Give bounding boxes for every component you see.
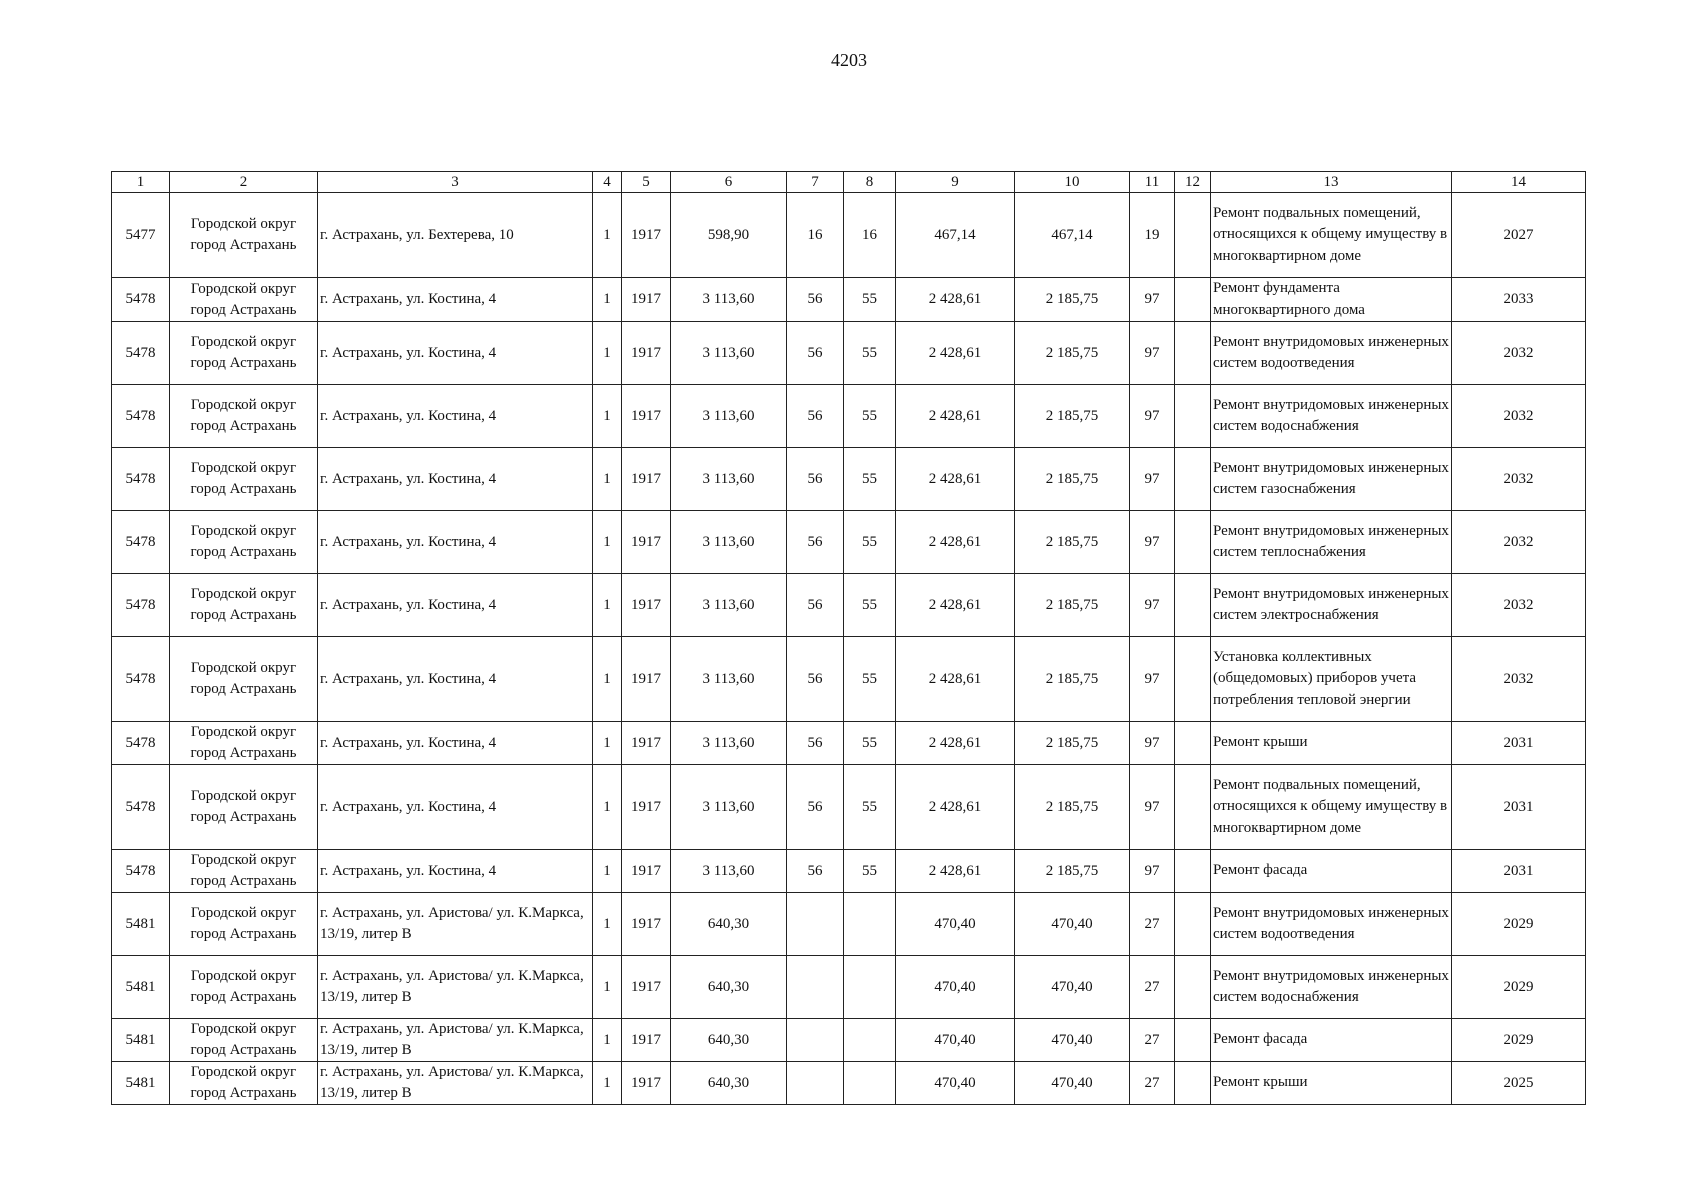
cell-col-7: 56 bbox=[787, 278, 844, 322]
cell-col-7: 56 bbox=[787, 722, 844, 765]
cell-address: г. Астрахань, ул. Костина, 4 bbox=[318, 765, 593, 850]
cell-area-9: 2 428,61 bbox=[896, 637, 1015, 722]
cell-residents: 97 bbox=[1130, 850, 1175, 893]
table-row bbox=[112, 1019, 1586, 1062]
cell-planned-year: 2029 bbox=[1452, 893, 1586, 956]
cell-year: 1917 bbox=[622, 511, 671, 574]
cell-planned-year: 2031 bbox=[1452, 850, 1586, 893]
cell-record-id: 5477 bbox=[112, 193, 170, 278]
cell-total-area: 640,30 bbox=[671, 956, 787, 1019]
cell-col-7 bbox=[787, 956, 844, 1019]
cell-planned-year: 2032 bbox=[1452, 448, 1586, 511]
cell-area-9: 470,40 bbox=[896, 1062, 1015, 1105]
cell-record-id: 5478 bbox=[112, 765, 170, 850]
cell-planned-year: 2033 bbox=[1452, 278, 1586, 322]
cell-work-type: Ремонт внутридомовых инженерных систем водоотведения bbox=[1211, 322, 1452, 385]
cell-residents: 19 bbox=[1130, 193, 1175, 278]
cell-area-10: 2 185,75 bbox=[1015, 448, 1130, 511]
cell-planned-year: 2032 bbox=[1452, 322, 1586, 385]
cell-area-10: 2 185,75 bbox=[1015, 278, 1130, 322]
cell-area-9: 2 428,61 bbox=[896, 574, 1015, 637]
table-row bbox=[112, 637, 1586, 722]
cell-col-12 bbox=[1175, 193, 1211, 278]
cell-total-area: 640,30 bbox=[671, 1019, 787, 1062]
cell-total-area: 3 113,60 bbox=[671, 722, 787, 765]
cell-work-type: Ремонт внутридомовых инженерных систем теплоснабжения bbox=[1211, 511, 1452, 574]
cell-address: г. Астрахань, ул. Костина, 4 bbox=[318, 448, 593, 511]
cell-work-type: Ремонт внутридомовых инженерных систем водоснабжения bbox=[1211, 956, 1452, 1019]
cell-record-id: 5481 bbox=[112, 893, 170, 956]
cell-col-7: 16 bbox=[787, 193, 844, 278]
cell-area-10: 470,40 bbox=[1015, 893, 1130, 956]
column-header: 3 bbox=[318, 172, 593, 193]
cell-area-10: 2 185,75 bbox=[1015, 722, 1130, 765]
cell-col-12 bbox=[1175, 893, 1211, 956]
cell-total-area: 3 113,60 bbox=[671, 637, 787, 722]
cell-residents: 97 bbox=[1130, 511, 1175, 574]
cell-area-9: 2 428,61 bbox=[896, 722, 1015, 765]
table-row bbox=[112, 893, 1586, 956]
cell-municipality: Городской округ город Астрахань bbox=[170, 278, 318, 322]
cell-col-8 bbox=[844, 1019, 896, 1062]
cell-planned-year: 2031 bbox=[1452, 765, 1586, 850]
cell-address: г. Астрахань, ул. Костина, 4 bbox=[318, 722, 593, 765]
cell-residents: 97 bbox=[1130, 765, 1175, 850]
cell-col-12 bbox=[1175, 511, 1211, 574]
column-header: 7 bbox=[787, 172, 844, 193]
cell-area-9: 2 428,61 bbox=[896, 448, 1015, 511]
cell-col-12 bbox=[1175, 574, 1211, 637]
cell-year: 1917 bbox=[622, 765, 671, 850]
cell-address: г. Астрахань, ул. Костина, 4 bbox=[318, 278, 593, 322]
cell-year: 1917 bbox=[622, 448, 671, 511]
cell-work-type: Ремонт крыши bbox=[1211, 1062, 1452, 1105]
cell-area-10: 2 185,75 bbox=[1015, 322, 1130, 385]
cell-year: 1917 bbox=[622, 893, 671, 956]
cell-address: г. Астрахань, ул. Костина, 4 bbox=[318, 850, 593, 893]
cell-col-12 bbox=[1175, 448, 1211, 511]
cell-area-10: 467,14 bbox=[1015, 193, 1130, 278]
column-header: 12 bbox=[1175, 172, 1211, 193]
cell-col-8: 55 bbox=[844, 850, 896, 893]
cell-address: г. Астрахань, ул. Аристова/ ул. К.Маркса, 13/19, литер В bbox=[318, 956, 593, 1019]
cell-col-4: 1 bbox=[593, 278, 622, 322]
cell-year: 1917 bbox=[622, 850, 671, 893]
cell-col-4: 1 bbox=[593, 385, 622, 448]
cell-col-4: 1 bbox=[593, 637, 622, 722]
cell-area-10: 2 185,75 bbox=[1015, 385, 1130, 448]
cell-col-12 bbox=[1175, 956, 1211, 1019]
cell-area-9: 2 428,61 bbox=[896, 278, 1015, 322]
cell-residents: 27 bbox=[1130, 1062, 1175, 1105]
cell-col-12 bbox=[1175, 385, 1211, 448]
cell-record-id: 5478 bbox=[112, 385, 170, 448]
cell-work-type: Ремонт подвальных помещений, относящихся к общему имуществу в многоквартирном доме bbox=[1211, 765, 1452, 850]
cell-area-9: 2 428,61 bbox=[896, 385, 1015, 448]
column-header: 5 bbox=[622, 172, 671, 193]
table-row bbox=[112, 1062, 1586, 1105]
cell-work-type: Ремонт фасада bbox=[1211, 850, 1452, 893]
table-row bbox=[112, 574, 1586, 637]
cell-municipality: Городской округ город Астрахань bbox=[170, 637, 318, 722]
cell-municipality: Городской округ город Астрахань bbox=[170, 765, 318, 850]
cell-planned-year: 2032 bbox=[1452, 385, 1586, 448]
cell-col-12 bbox=[1175, 637, 1211, 722]
cell-col-7: 56 bbox=[787, 765, 844, 850]
cell-record-id: 5481 bbox=[112, 1062, 170, 1105]
cell-work-type: Ремонт фасада bbox=[1211, 1019, 1452, 1062]
cell-col-8: 55 bbox=[844, 765, 896, 850]
cell-address: г. Астрахань, ул. Костина, 4 bbox=[318, 637, 593, 722]
cell-residents: 27 bbox=[1130, 1019, 1175, 1062]
cell-municipality: Городской округ город Астрахань bbox=[170, 850, 318, 893]
cell-work-type: Ремонт внутридомовых инженерных систем электроснабжения bbox=[1211, 574, 1452, 637]
cell-record-id: 5478 bbox=[112, 511, 170, 574]
cell-record-id: 5478 bbox=[112, 448, 170, 511]
cell-area-10: 2 185,75 bbox=[1015, 637, 1130, 722]
cell-col-4: 1 bbox=[593, 1062, 622, 1105]
cell-area-10: 2 185,75 bbox=[1015, 850, 1130, 893]
cell-total-area: 3 113,60 bbox=[671, 511, 787, 574]
cell-area-10: 2 185,75 bbox=[1015, 574, 1130, 637]
cell-municipality: Городской округ город Астрахань bbox=[170, 722, 318, 765]
cell-municipality: Городской округ город Астрахань bbox=[170, 1062, 318, 1105]
cell-col-7 bbox=[787, 893, 844, 956]
column-header: 14 bbox=[1452, 172, 1586, 193]
cell-col-7 bbox=[787, 1062, 844, 1105]
cell-work-type: Установка коллективных (общедомовых) приборов учета потребления тепловой энергии bbox=[1211, 637, 1452, 722]
cell-municipality: Городской округ город Астрахань bbox=[170, 322, 318, 385]
cell-col-7: 56 bbox=[787, 385, 844, 448]
cell-total-area: 3 113,60 bbox=[671, 278, 787, 322]
page-number: 4203 bbox=[831, 50, 867, 70]
column-header: 8 bbox=[844, 172, 896, 193]
cell-work-type: Ремонт фундамента многоквартирного дома bbox=[1211, 278, 1452, 322]
column-number-header-row bbox=[112, 172, 1586, 193]
cell-address: г. Астрахань, ул. Аристова/ ул. К.Маркса, 13/19, литер В bbox=[318, 1019, 593, 1062]
table-row bbox=[112, 765, 1586, 850]
cell-address: г. Астрахань, ул. Аристова/ ул. К.Маркса, 13/19, литер В bbox=[318, 1062, 593, 1105]
cell-record-id: 5478 bbox=[112, 322, 170, 385]
cell-col-8: 55 bbox=[844, 722, 896, 765]
table-row bbox=[112, 278, 1586, 322]
cell-address: г. Астрахань, ул. Костина, 4 bbox=[318, 511, 593, 574]
cell-residents: 27 bbox=[1130, 893, 1175, 956]
cell-total-area: 3 113,60 bbox=[671, 385, 787, 448]
cell-work-type: Ремонт внутридомовых инженерных систем водоснабжения bbox=[1211, 385, 1452, 448]
cell-planned-year: 2029 bbox=[1452, 956, 1586, 1019]
cell-year: 1917 bbox=[622, 637, 671, 722]
cell-planned-year: 2032 bbox=[1452, 511, 1586, 574]
capital-repair-table bbox=[111, 171, 1586, 1105]
cell-area-9: 2 428,61 bbox=[896, 322, 1015, 385]
cell-col-7: 56 bbox=[787, 850, 844, 893]
cell-municipality: Городской округ город Астрахань bbox=[170, 893, 318, 956]
cell-year: 1917 bbox=[622, 1062, 671, 1105]
cell-area-10: 2 185,75 bbox=[1015, 765, 1130, 850]
cell-area-9: 470,40 bbox=[896, 956, 1015, 1019]
cell-municipality: Городской округ город Астрахань bbox=[170, 1019, 318, 1062]
cell-col-8 bbox=[844, 893, 896, 956]
cell-work-type: Ремонт внутридомовых инженерных систем водоотведения bbox=[1211, 893, 1452, 956]
cell-col-4: 1 bbox=[593, 850, 622, 893]
cell-col-8 bbox=[844, 956, 896, 1019]
cell-col-8: 55 bbox=[844, 385, 896, 448]
cell-col-12 bbox=[1175, 1019, 1211, 1062]
cell-col-4: 1 bbox=[593, 956, 622, 1019]
cell-planned-year: 2032 bbox=[1452, 637, 1586, 722]
cell-col-8 bbox=[844, 1062, 896, 1105]
cell-col-7: 56 bbox=[787, 574, 844, 637]
column-header: 1 bbox=[112, 172, 170, 193]
cell-total-area: 3 113,60 bbox=[671, 448, 787, 511]
cell-area-10: 470,40 bbox=[1015, 1019, 1130, 1062]
cell-municipality: Городской округ город Астрахань bbox=[170, 448, 318, 511]
cell-year: 1917 bbox=[622, 278, 671, 322]
cell-planned-year: 2025 bbox=[1452, 1062, 1586, 1105]
cell-record-id: 5478 bbox=[112, 722, 170, 765]
table-row bbox=[112, 850, 1586, 893]
cell-total-area: 640,30 bbox=[671, 893, 787, 956]
cell-area-9: 2 428,61 bbox=[896, 511, 1015, 574]
cell-col-8: 55 bbox=[844, 322, 896, 385]
cell-area-9: 2 428,61 bbox=[896, 765, 1015, 850]
cell-col-7: 56 bbox=[787, 511, 844, 574]
cell-work-type: Ремонт подвальных помещений, относящихся к общему имуществу в многоквартирном доме bbox=[1211, 193, 1452, 278]
cell-record-id: 5481 bbox=[112, 956, 170, 1019]
cell-residents: 97 bbox=[1130, 448, 1175, 511]
cell-total-area: 3 113,60 bbox=[671, 574, 787, 637]
cell-residents: 97 bbox=[1130, 322, 1175, 385]
cell-col-4: 1 bbox=[593, 448, 622, 511]
cell-total-area: 640,30 bbox=[671, 1062, 787, 1105]
cell-record-id: 5478 bbox=[112, 850, 170, 893]
cell-area-10: 2 185,75 bbox=[1015, 511, 1130, 574]
cell-residents: 97 bbox=[1130, 637, 1175, 722]
cell-col-12 bbox=[1175, 322, 1211, 385]
cell-work-type: Ремонт внутридомовых инженерных систем газоснабжения bbox=[1211, 448, 1452, 511]
cell-municipality: Городской округ город Астрахань bbox=[170, 511, 318, 574]
cell-year: 1917 bbox=[622, 385, 671, 448]
cell-total-area: 3 113,60 bbox=[671, 765, 787, 850]
cell-area-9: 470,40 bbox=[896, 893, 1015, 956]
cell-municipality: Городской округ город Астрахань bbox=[170, 574, 318, 637]
column-header: 11 bbox=[1130, 172, 1175, 193]
cell-col-12 bbox=[1175, 850, 1211, 893]
cell-area-10: 470,40 bbox=[1015, 1062, 1130, 1105]
cell-col-4: 1 bbox=[593, 893, 622, 956]
cell-address: г. Астрахань, ул. Аристова/ ул. К.Маркса, 13/19, литер В bbox=[318, 893, 593, 956]
cell-col-8: 55 bbox=[844, 278, 896, 322]
column-header: 6 bbox=[671, 172, 787, 193]
cell-year: 1917 bbox=[622, 956, 671, 1019]
cell-residents: 97 bbox=[1130, 574, 1175, 637]
cell-total-area: 3 113,60 bbox=[671, 850, 787, 893]
cell-col-4: 1 bbox=[593, 511, 622, 574]
column-header: 10 bbox=[1015, 172, 1130, 193]
cell-total-area: 598,90 bbox=[671, 193, 787, 278]
cell-col-7: 56 bbox=[787, 637, 844, 722]
cell-col-4: 1 bbox=[593, 1019, 622, 1062]
cell-col-12 bbox=[1175, 1062, 1211, 1105]
cell-area-10: 470,40 bbox=[1015, 956, 1130, 1019]
cell-record-id: 5478 bbox=[112, 637, 170, 722]
cell-planned-year: 2032 bbox=[1452, 574, 1586, 637]
table-row bbox=[112, 322, 1586, 385]
cell-address: г. Астрахань, ул. Костина, 4 bbox=[318, 322, 593, 385]
column-header: 2 bbox=[170, 172, 318, 193]
cell-address: г. Астрахань, ул. Костина, 4 bbox=[318, 385, 593, 448]
cell-residents: 27 bbox=[1130, 956, 1175, 1019]
cell-planned-year: 2027 bbox=[1452, 193, 1586, 278]
table-body bbox=[112, 193, 1586, 1105]
cell-municipality: Городской округ город Астрахань bbox=[170, 956, 318, 1019]
cell-address: г. Астрахань, ул. Бехтерева, 10 bbox=[318, 193, 593, 278]
cell-col-4: 1 bbox=[593, 574, 622, 637]
cell-residents: 97 bbox=[1130, 385, 1175, 448]
cell-address: г. Астрахань, ул. Костина, 4 bbox=[318, 574, 593, 637]
column-header: 13 bbox=[1211, 172, 1452, 193]
cell-planned-year: 2029 bbox=[1452, 1019, 1586, 1062]
cell-col-7: 56 bbox=[787, 322, 844, 385]
cell-col-8: 55 bbox=[844, 574, 896, 637]
cell-work-type: Ремонт крыши bbox=[1211, 722, 1452, 765]
cell-col-7 bbox=[787, 1019, 844, 1062]
cell-col-4: 1 bbox=[593, 193, 622, 278]
cell-col-8: 55 bbox=[844, 511, 896, 574]
table-row bbox=[112, 956, 1586, 1019]
column-header: 9 bbox=[896, 172, 1015, 193]
cell-residents: 97 bbox=[1130, 722, 1175, 765]
cell-year: 1917 bbox=[622, 322, 671, 385]
cell-col-4: 1 bbox=[593, 722, 622, 765]
cell-area-9: 470,40 bbox=[896, 1019, 1015, 1062]
cell-year: 1917 bbox=[622, 574, 671, 637]
cell-record-id: 5478 bbox=[112, 278, 170, 322]
table-row bbox=[112, 385, 1586, 448]
cell-municipality: Городской округ город Астрахань bbox=[170, 385, 318, 448]
cell-col-12 bbox=[1175, 765, 1211, 850]
cell-planned-year: 2031 bbox=[1452, 722, 1586, 765]
table-row bbox=[112, 448, 1586, 511]
cell-col-7: 56 bbox=[787, 448, 844, 511]
cell-year: 1917 bbox=[622, 193, 671, 278]
cell-col-12 bbox=[1175, 722, 1211, 765]
cell-record-id: 5478 bbox=[112, 574, 170, 637]
column-header: 4 bbox=[593, 172, 622, 193]
cell-col-4: 1 bbox=[593, 765, 622, 850]
cell-col-8: 55 bbox=[844, 448, 896, 511]
cell-col-4: 1 bbox=[593, 322, 622, 385]
table-row bbox=[112, 722, 1586, 765]
cell-total-area: 3 113,60 bbox=[671, 322, 787, 385]
cell-municipality: Городской округ город Астрахань bbox=[170, 193, 318, 278]
table-row bbox=[112, 193, 1586, 278]
cell-col-12 bbox=[1175, 278, 1211, 322]
cell-col-8: 16 bbox=[844, 193, 896, 278]
cell-record-id: 5481 bbox=[112, 1019, 170, 1062]
table-row bbox=[112, 511, 1586, 574]
cell-year: 1917 bbox=[622, 722, 671, 765]
cell-area-9: 2 428,61 bbox=[896, 850, 1015, 893]
cell-year: 1917 bbox=[622, 1019, 671, 1062]
cell-residents: 97 bbox=[1130, 278, 1175, 322]
cell-col-8: 55 bbox=[844, 637, 896, 722]
cell-area-9: 467,14 bbox=[896, 193, 1015, 278]
